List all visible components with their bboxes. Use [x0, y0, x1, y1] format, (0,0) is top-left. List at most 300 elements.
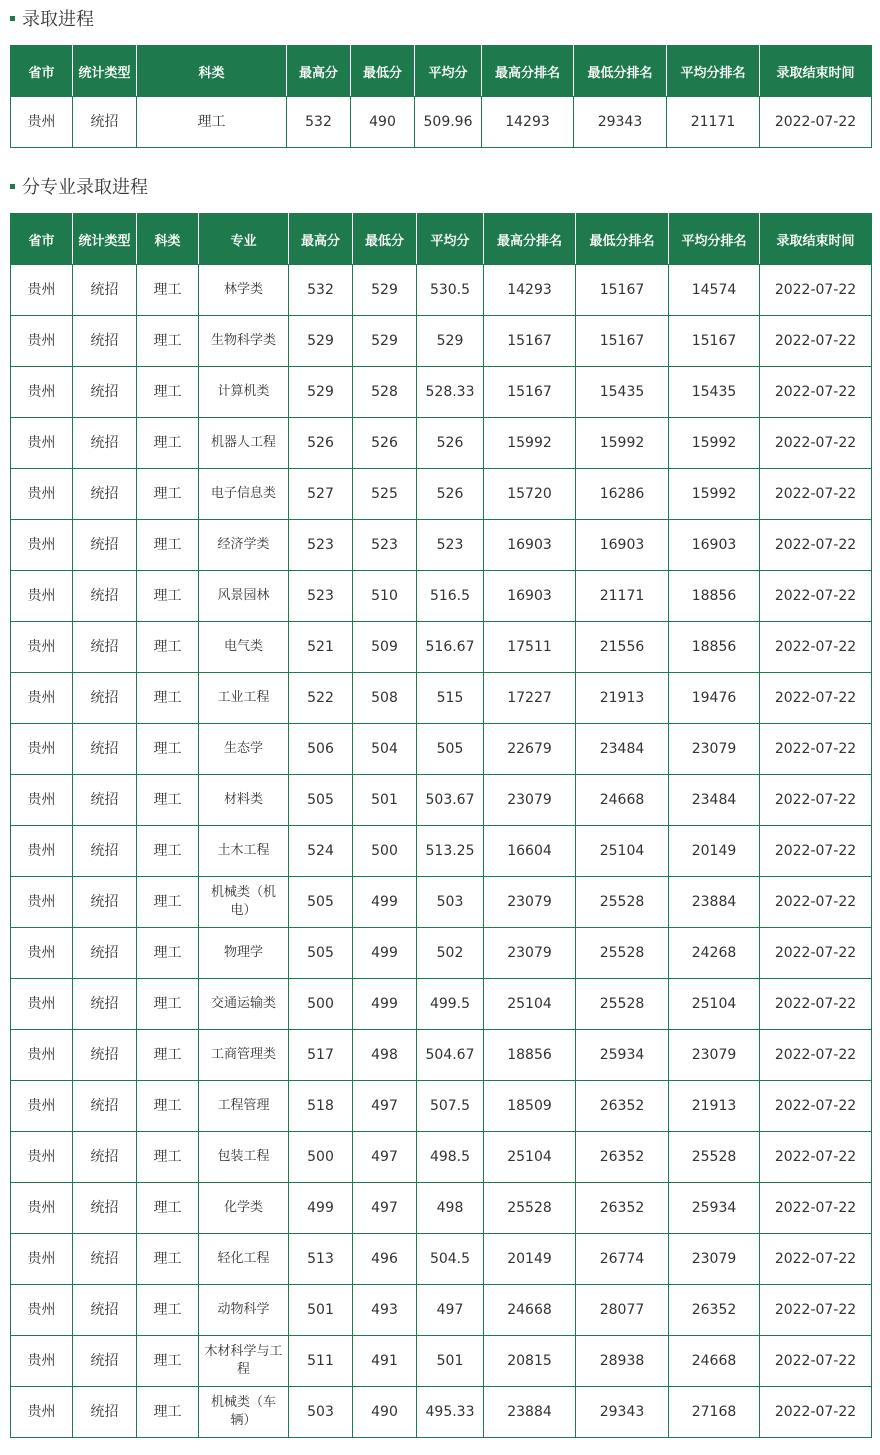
table-cell: 510: [353, 571, 417, 622]
table-cell: 理工: [137, 1183, 199, 1234]
table-cell: 16903: [576, 520, 669, 571]
table-cell: 17227: [484, 673, 576, 724]
table-cell: 522: [289, 673, 353, 724]
section-title-major-admission-progress: [10, 174, 148, 198]
table-cell: 497: [353, 1081, 417, 1132]
table-cell: 统招: [73, 1081, 137, 1132]
table-cell: 工商管理类: [199, 1030, 289, 1081]
table-cell: 贵州: [11, 1132, 73, 1183]
table-cell: 505: [289, 775, 353, 826]
table-cell: 500: [353, 826, 417, 877]
table-cell: 25104: [576, 826, 669, 877]
table-cell: 16903: [484, 520, 576, 571]
table-cell: 统招: [73, 673, 137, 724]
table-cell: 501: [289, 1285, 353, 1336]
table-row: [11, 826, 872, 877]
table-cell: 统招: [73, 418, 137, 469]
table-cell: 495.33: [417, 1387, 484, 1438]
table-cell: 理工: [137, 826, 199, 877]
table-cell: 21913: [669, 1081, 760, 1132]
table-cell: 理工: [137, 367, 199, 418]
table-cell: 532: [289, 265, 353, 316]
table-row: [11, 316, 872, 367]
column-header: 省市: [11, 46, 73, 97]
table-row: [11, 1132, 872, 1183]
table-row: [11, 97, 872, 148]
table-cell: 528: [353, 367, 417, 418]
table-cell: 25528: [576, 877, 669, 928]
table-cell: 526: [417, 418, 484, 469]
table-cell: 贵州: [11, 1285, 73, 1336]
table-cell: 统招: [73, 979, 137, 1030]
table-cell: 2022-07-22: [760, 571, 872, 622]
table-cell: 526: [417, 469, 484, 520]
table-cell: 15167: [669, 316, 760, 367]
table-cell: 理工: [137, 571, 199, 622]
table-cell: 23484: [669, 775, 760, 826]
table-cell: 15720: [484, 469, 576, 520]
table-row: [11, 1081, 872, 1132]
table-cell: 包装工程: [199, 1132, 289, 1183]
table-cell: 贵州: [11, 724, 73, 775]
table-row: [11, 1183, 872, 1234]
table-cell: 贵州: [11, 316, 73, 367]
table-cell: 21171: [667, 97, 760, 148]
table-cell: 527: [289, 469, 353, 520]
table-cell: 机器人工程: [199, 418, 289, 469]
table-cell: 505: [289, 928, 353, 979]
table-cell: 14293: [484, 265, 576, 316]
column-header: 平均分排名: [669, 214, 760, 265]
section-title-text: 分专业录取进程: [22, 177, 148, 198]
table-cell: 贵州: [11, 877, 73, 928]
table-cell: 24668: [576, 775, 669, 826]
table-cell: 526: [353, 418, 417, 469]
table-cell: 物理学: [199, 928, 289, 979]
table-cell: 503.67: [417, 775, 484, 826]
table-cell: 16286: [576, 469, 669, 520]
table-cell: 贵州: [11, 520, 73, 571]
table-cell: 518: [289, 1081, 353, 1132]
table-cell: 理工: [137, 520, 199, 571]
table-cell: 16903: [669, 520, 760, 571]
column-header: 最高分排名: [484, 214, 576, 265]
table-header-row: [11, 46, 872, 97]
table-cell: 木材科学与工程: [199, 1336, 289, 1387]
table-cell: 生物科学类: [199, 316, 289, 367]
table-cell: 2022-07-22: [760, 1081, 872, 1132]
table-cell: 523: [353, 520, 417, 571]
table-cell: 统招: [73, 1387, 137, 1438]
table-cell: 529: [353, 265, 417, 316]
table-cell: 517: [289, 1030, 353, 1081]
table-cell: 15992: [669, 469, 760, 520]
table-row: [11, 877, 872, 928]
table-cell: 贵州: [11, 367, 73, 418]
table-cell: 2022-07-22: [760, 826, 872, 877]
table-cell: 理工: [137, 979, 199, 1030]
column-header: 最高分排名: [482, 46, 574, 97]
table-cell: 493: [353, 1285, 417, 1336]
table-cell: 2022-07-22: [760, 316, 872, 367]
table-cell: 贵州: [11, 979, 73, 1030]
table-cell: 理工: [137, 1234, 199, 1285]
table-cell: 2022-07-22: [760, 979, 872, 1030]
table-cell: 525: [353, 469, 417, 520]
table-cell: 23079: [669, 1234, 760, 1285]
table-cell: 25934: [669, 1183, 760, 1234]
table-row: [11, 265, 872, 316]
table-cell: 27168: [669, 1387, 760, 1438]
table-cell: 515: [417, 673, 484, 724]
column-header: 录取结束时间: [760, 214, 872, 265]
table-cell: 贵州: [11, 97, 73, 148]
table-cell: 15167: [484, 316, 576, 367]
table-cell: 贵州: [11, 622, 73, 673]
table-cell: 498: [417, 1183, 484, 1234]
table-cell: 22679: [484, 724, 576, 775]
table-cell: 490: [351, 97, 415, 148]
table-cell: 26352: [576, 1132, 669, 1183]
table-cell: 2022-07-22: [760, 724, 872, 775]
table-cell: 贵州: [11, 826, 73, 877]
table-cell: 14293: [482, 97, 574, 148]
table-row: [11, 1285, 872, 1336]
table-cell: 490: [353, 1387, 417, 1438]
table-cell: 26352: [576, 1081, 669, 1132]
table-cell: 15992: [484, 418, 576, 469]
table-row: [11, 1336, 872, 1387]
column-header: 统计类型: [73, 214, 137, 265]
table-cell: 23079: [669, 1030, 760, 1081]
table-cell: 2022-07-22: [760, 877, 872, 928]
table-cell: 贵州: [11, 265, 73, 316]
table-cell: 523: [289, 571, 353, 622]
table-cell: 2022-07-22: [760, 265, 872, 316]
column-header: 最高分: [289, 214, 353, 265]
table-cell: 贵州: [11, 469, 73, 520]
table-cell: 25528: [576, 928, 669, 979]
table-cell: 贵州: [11, 1183, 73, 1234]
table-cell: 505: [417, 724, 484, 775]
table-cell: 15992: [669, 418, 760, 469]
table-cell: 理工: [137, 928, 199, 979]
table-cell: 513.25: [417, 826, 484, 877]
table-cell: 工程管理: [199, 1081, 289, 1132]
table-cell: 21913: [576, 673, 669, 724]
table-row: [11, 418, 872, 469]
section-title-admission-progress: [10, 6, 94, 30]
table-cell: 507.5: [417, 1081, 484, 1132]
table-cell: 25528: [576, 979, 669, 1030]
table-header-row: [11, 214, 872, 265]
table-cell: 21171: [576, 571, 669, 622]
table-cell: 15992: [576, 418, 669, 469]
table-cell: 500: [289, 1132, 353, 1183]
table-cell: 502: [417, 928, 484, 979]
table-cell: 497: [417, 1285, 484, 1336]
table-cell: 25934: [576, 1030, 669, 1081]
table-cell: 499: [353, 877, 417, 928]
table-cell: 工业工程: [199, 673, 289, 724]
table-cell: 498.5: [417, 1132, 484, 1183]
table-cell: 19476: [669, 673, 760, 724]
table-cell: 499: [289, 1183, 353, 1234]
table-cell: 贵州: [11, 1387, 73, 1438]
table-cell: 轻化工程: [199, 1234, 289, 1285]
table-cell: 29343: [574, 97, 667, 148]
table-cell: 23079: [484, 877, 576, 928]
column-header: 最低分排名: [576, 214, 669, 265]
table-cell: 贵州: [11, 571, 73, 622]
column-header: 科类: [137, 46, 287, 97]
table-row: [11, 775, 872, 826]
table-cell: 理工: [137, 1132, 199, 1183]
square-bullet-icon: [10, 16, 15, 21]
table-cell: 29343: [576, 1387, 669, 1438]
table-cell: 23079: [484, 775, 576, 826]
table-cell: 2022-07-22: [760, 1336, 872, 1387]
table-row: [11, 1234, 872, 1285]
table-cell: 理工: [137, 877, 199, 928]
table-cell: 2022-07-22: [760, 1030, 872, 1081]
table-cell: 18509: [484, 1081, 576, 1132]
table-cell: 机械类（机电）: [199, 877, 289, 928]
table-cell: 23884: [484, 1387, 576, 1438]
table-cell: 499.5: [417, 979, 484, 1030]
table-cell: 516.67: [417, 622, 484, 673]
table-cell: 统招: [73, 265, 137, 316]
table-cell: 理工: [137, 1081, 199, 1132]
admission-summary-table: [10, 45, 872, 148]
table-cell: 24268: [669, 928, 760, 979]
column-header: 平均分: [417, 214, 484, 265]
column-header: 省市: [11, 214, 73, 265]
table-cell: 2022-07-22: [760, 775, 872, 826]
table-cell: 统招: [73, 97, 137, 148]
table-cell: 511: [289, 1336, 353, 1387]
table-cell: 25528: [484, 1183, 576, 1234]
table-row: [11, 724, 872, 775]
table-cell: 统招: [73, 520, 137, 571]
table-cell: 498: [353, 1030, 417, 1081]
table-cell: 统招: [73, 1336, 137, 1387]
table-cell: 生态学: [199, 724, 289, 775]
table-cell: 18856: [669, 622, 760, 673]
table-cell: 504.5: [417, 1234, 484, 1285]
table-cell: 508: [353, 673, 417, 724]
table-cell: 理工: [137, 673, 199, 724]
table-row: [11, 1030, 872, 1081]
table-cell: 统招: [73, 1285, 137, 1336]
table-cell: 15167: [484, 367, 576, 418]
table-cell: 18856: [484, 1030, 576, 1081]
table-cell: 14574: [669, 265, 760, 316]
table-cell: 504: [353, 724, 417, 775]
table-cell: 20149: [484, 1234, 576, 1285]
table-cell: 机械类（车辆）: [199, 1387, 289, 1438]
table-cell: 土木工程: [199, 826, 289, 877]
column-header: 录取结束时间: [760, 46, 872, 97]
table-cell: 501: [417, 1336, 484, 1387]
table-cell: 25104: [669, 979, 760, 1030]
table-cell: 统招: [73, 775, 137, 826]
table-cell: 530.5: [417, 265, 484, 316]
table-cell: 理工: [137, 469, 199, 520]
table-cell: 2022-07-22: [760, 673, 872, 724]
table-cell: 16604: [484, 826, 576, 877]
table-cell: 523: [417, 520, 484, 571]
table-cell: 509.96: [415, 97, 482, 148]
table-cell: 497: [353, 1132, 417, 1183]
table-cell: 2022-07-22: [760, 469, 872, 520]
column-header: 平均分排名: [667, 46, 760, 97]
table-cell: 理工: [137, 724, 199, 775]
table-cell: 15167: [576, 316, 669, 367]
column-header: 最低分: [351, 46, 415, 97]
table-cell: 贵州: [11, 1234, 73, 1285]
table-cell: 2022-07-22: [760, 1285, 872, 1336]
column-header: 最低分排名: [574, 46, 667, 97]
table-cell: 2022-07-22: [760, 1234, 872, 1285]
table-cell: 20149: [669, 826, 760, 877]
table-cell: 23484: [576, 724, 669, 775]
table-cell: 499: [353, 979, 417, 1030]
table-cell: 理工: [137, 97, 287, 148]
table-cell: 计算机类: [199, 367, 289, 418]
table-cell: 统招: [73, 928, 137, 979]
table-cell: 电子信息类: [199, 469, 289, 520]
table-cell: 505: [289, 877, 353, 928]
table-cell: 动物科学: [199, 1285, 289, 1336]
table-cell: 统招: [73, 571, 137, 622]
table-cell: 理工: [137, 1336, 199, 1387]
table-cell: 统招: [73, 367, 137, 418]
table-cell: 贵州: [11, 1081, 73, 1132]
table-cell: 506: [289, 724, 353, 775]
table-cell: 529: [417, 316, 484, 367]
table-cell: 529: [289, 316, 353, 367]
table-row: [11, 367, 872, 418]
table-cell: 统招: [73, 877, 137, 928]
table-cell: 贵州: [11, 418, 73, 469]
table-cell: 2022-07-22: [760, 1132, 872, 1183]
table-cell: 2022-07-22: [760, 367, 872, 418]
table-cell: 500: [289, 979, 353, 1030]
table-cell: 林学类: [199, 265, 289, 316]
table-cell: 528.33: [417, 367, 484, 418]
table-cell: 526: [289, 418, 353, 469]
table-row: [11, 1387, 872, 1438]
table-cell: 理工: [137, 265, 199, 316]
table-cell: 理工: [137, 1387, 199, 1438]
table-cell: 2022-07-22: [760, 622, 872, 673]
table-cell: 532: [287, 97, 351, 148]
table-cell: 电气类: [199, 622, 289, 673]
table-cell: 497: [353, 1183, 417, 1234]
table-row: [11, 928, 872, 979]
column-header: 科类: [137, 214, 199, 265]
table-cell: 491: [353, 1336, 417, 1387]
table-row: [11, 520, 872, 571]
table-cell: 贵州: [11, 775, 73, 826]
table-cell: 统招: [73, 316, 137, 367]
table-cell: 风景园林: [199, 571, 289, 622]
table-cell: 贵州: [11, 673, 73, 724]
table-cell: 17511: [484, 622, 576, 673]
table-cell: 化学类: [199, 1183, 289, 1234]
table-cell: 25104: [484, 1132, 576, 1183]
table-cell: 交通运输类: [199, 979, 289, 1030]
table-cell: 统招: [73, 1234, 137, 1285]
table-cell: 理工: [137, 775, 199, 826]
table-cell: 15435: [576, 367, 669, 418]
table-cell: 529: [289, 367, 353, 418]
table-cell: 统招: [73, 724, 137, 775]
column-header: 最低分: [353, 214, 417, 265]
table-cell: 统招: [73, 622, 137, 673]
table-cell: 理工: [137, 1030, 199, 1081]
section-title-text: 录取进程: [22, 9, 94, 30]
table-cell: 统招: [73, 1183, 137, 1234]
table-cell: 贵州: [11, 1336, 73, 1387]
table-cell: 贵州: [11, 1030, 73, 1081]
column-header: 统计类型: [73, 46, 137, 97]
major-admission-table: [10, 213, 872, 1438]
table-row: [11, 979, 872, 1030]
table-cell: 524: [289, 826, 353, 877]
table-row: [11, 469, 872, 520]
table-cell: 2022-07-22: [760, 520, 872, 571]
table-cell: 20815: [484, 1336, 576, 1387]
table-cell: 513: [289, 1234, 353, 1285]
table-cell: 理工: [137, 316, 199, 367]
table-cell: 23079: [669, 724, 760, 775]
table-cell: 504.67: [417, 1030, 484, 1081]
table-cell: 529: [353, 316, 417, 367]
table-cell: 24668: [484, 1285, 576, 1336]
table-cell: 材料类: [199, 775, 289, 826]
table-cell: 26352: [576, 1183, 669, 1234]
table-cell: 23884: [669, 877, 760, 928]
table-cell: 统招: [73, 1030, 137, 1081]
table-cell: 16903: [484, 571, 576, 622]
table-cell: 2022-07-22: [760, 928, 872, 979]
table-cell: 2022-07-22: [760, 97, 872, 148]
table-cell: 24668: [669, 1336, 760, 1387]
table-cell: 509: [353, 622, 417, 673]
table-cell: 15435: [669, 367, 760, 418]
table-cell: 521: [289, 622, 353, 673]
table-cell: 统招: [73, 1132, 137, 1183]
table-cell: 2022-07-22: [760, 418, 872, 469]
table-row: [11, 571, 872, 622]
table-row: [11, 622, 872, 673]
table-cell: 28077: [576, 1285, 669, 1336]
table-cell: 贵州: [11, 928, 73, 979]
table-cell: 理工: [137, 622, 199, 673]
column-header: 最高分: [287, 46, 351, 97]
table-cell: 516.5: [417, 571, 484, 622]
table-cell: 经济学类: [199, 520, 289, 571]
table-cell: 496: [353, 1234, 417, 1285]
table-cell: 501: [353, 775, 417, 826]
table-cell: 18856: [669, 571, 760, 622]
table-cell: 503: [289, 1387, 353, 1438]
table-cell: 523: [289, 520, 353, 571]
table-cell: 499: [353, 928, 417, 979]
table-cell: 25104: [484, 979, 576, 1030]
